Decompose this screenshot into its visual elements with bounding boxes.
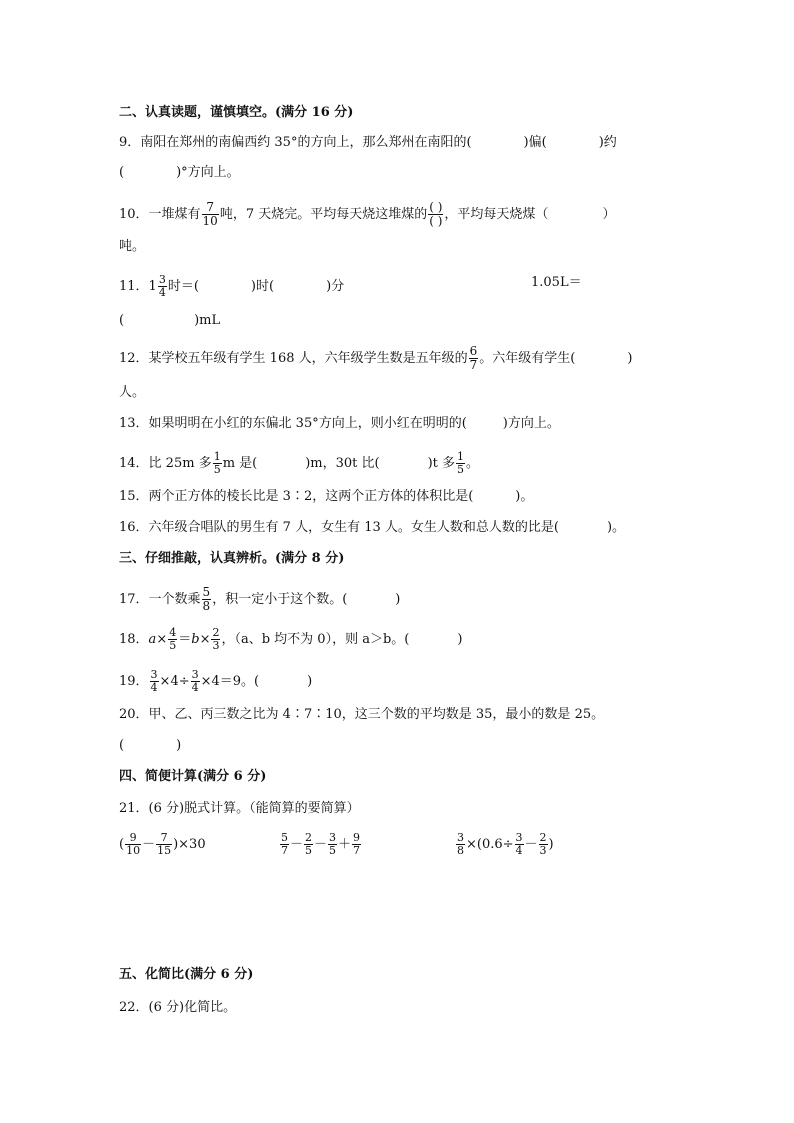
question-17: 17．一个数乘 $\frac{5}{8}$ ，积一定小于这个数。( ) — [119, 585, 401, 613]
question-13: 13．如果明明在小红的东偏北 35°方向上，则小红在明明的( )方向上。 — [119, 416, 560, 431]
question-20-line-1: 20．甲、乙、丙三数之比为 4∶7∶10，这三个数的平均数是 35，最小的数是 25。 — [119, 707, 605, 722]
question-18: 18．a× $\frac{4}{5}$ ＝b× $\frac{2}{3}$ ，（a、b 均不为 0），则 a＞b。( ) — [119, 626, 463, 652]
fraction-3-4-b: $\frac{3}{4}$ — [191, 668, 199, 694]
section-2-title: 二、认真读题，谨慎填空。(满分 16 分) — [119, 105, 354, 120]
blank-fraction: ( ) ( ) — [429, 200, 443, 228]
question-9-line-2: ( )°方向上。 — [119, 165, 240, 180]
question-16: 16．六年级合唱队的男生有 7 人，女生有 13 人。女生人数和总人数的比是( )。 — [119, 520, 626, 535]
section-3-title: 三、仔细推敲，认真辨析。(满分 8 分) — [119, 551, 345, 566]
expression-3: $\frac{3}{8}$ ×(0.6÷ $\frac{3}{4}$ － $\frac{2}{3}$ ) — [457, 831, 554, 857]
fraction-3-4-a: $\frac{3}{4}$ — [150, 668, 158, 694]
question-19: 19． $\frac{3}{4}$ ×4÷ $\frac{3}{4}$ ×4＝9。( ) — [119, 668, 313, 694]
fraction-1-5-b: $\frac{1}{5}$ — [457, 450, 465, 476]
fraction-7-10: $\frac{7}{10}$ — [202, 200, 218, 228]
fraction-1-5: $\frac{1}{5}$ — [213, 450, 221, 476]
expression-1: ( $\frac{9}{10}$ － $\frac{7}{15}$ )×30 — [119, 831, 206, 857]
question-10-line-1: 10．一堆煤有 $\frac{7}{10}$ 吨，7 天烧完。平均每天烧这堆煤的 ( ) ( ) ，平均每天烧煤（ ） — [119, 200, 616, 228]
section-5-title: 五、化简比(满分 6 分) — [119, 967, 254, 982]
question-15: 15．两个正方体的棱长比是 3∶2，这两个正方体的体积比是( )。 — [119, 489, 534, 504]
question-10-line-2: 吨。 — [119, 239, 146, 254]
question-14: 14．比 25m 多 $\frac{1}{5}$ m 是( )m，30t 比( )t 多 $\frac{1}{5}$ 。 — [119, 450, 480, 476]
question-20-line-2: ( ) — [119, 738, 182, 753]
expression-2: $\frac{5}{7}$ － $\frac{2}{5}$ － $\frac{3}{5}$ ＋ $\frac{9}{7}$ — [281, 831, 361, 857]
question-21: 21．(6 分)脱式计算。（能简算的要简算） — [119, 801, 360, 816]
section-4-title: 四、简便计算(满分 6 分) — [119, 769, 267, 784]
question-9-line-1: 9．南阳在郑州的南偏西约 35°的方向上，那么郑州在南阳的( )偏( )约 — [119, 135, 617, 150]
fraction-3-4: $\frac{3}{4}$ — [158, 273, 166, 299]
question-11-line-1: 11．1 $\frac{3}{4}$ 时＝( )时( )分 — [119, 273, 345, 299]
question-11-volume: 1.05L＝ — [531, 275, 582, 290]
fraction-4-5: $\frac{4}{5}$ — [169, 626, 177, 652]
question-12-line-2: 人。 — [119, 385, 146, 400]
fraction-5-8: $\frac{5}{8}$ — [202, 585, 211, 613]
question-22: 22．(6 分)化简比。 — [119, 1000, 237, 1015]
question-11-line-2: ( )mL — [119, 313, 221, 328]
question-12-line-1: 12．某学校五年级有学生 168 人，六年级学生数是五年级的 $\frac{6}{7}$ 。六年级有学生( ) — [119, 344, 633, 372]
fraction-2-3: $\frac{2}{3}$ — [212, 626, 220, 652]
fraction-6-7: $\frac{6}{7}$ — [469, 344, 478, 372]
